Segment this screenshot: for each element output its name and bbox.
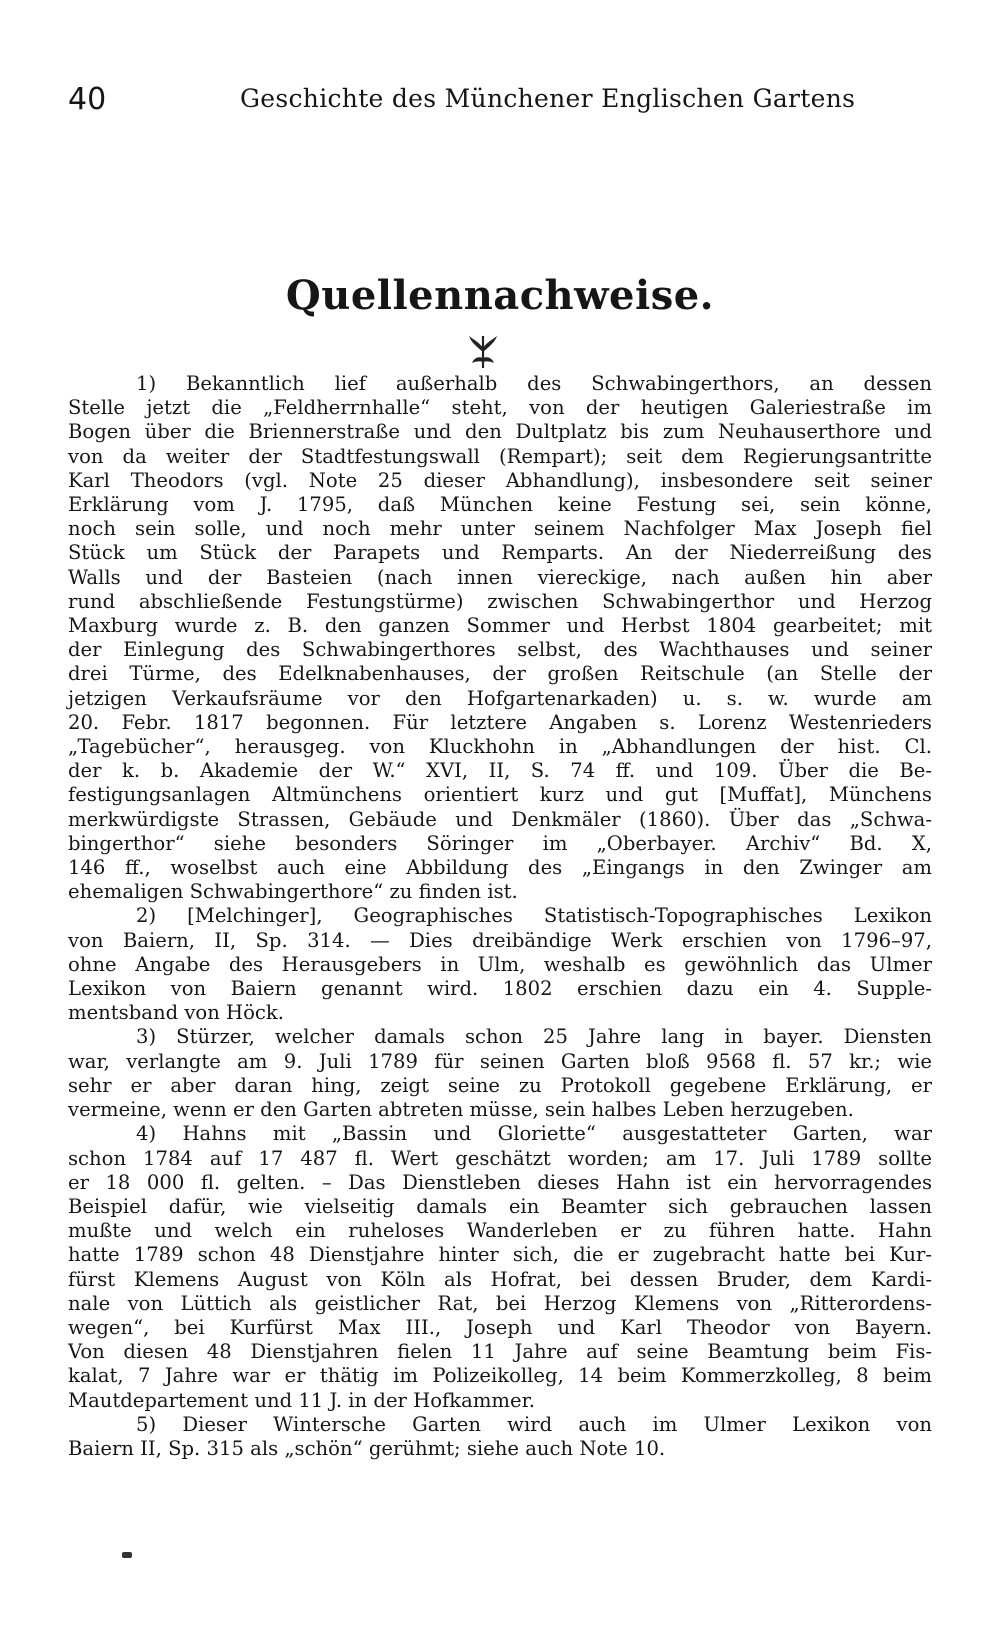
note-4-line: Mautdepartement und 11 J. in der Hofkammer. <box>68 1388 536 1412</box>
note-1-line: von da weiter der Stadtfestungswall (Rempart); seit dem Regierungsantritte <box>68 444 932 468</box>
note-2-line-1: 2) [Melchinger], Geographisches Statistisch-Topographisches Lexikon <box>136 904 932 928</box>
note-1-line: ehemaligen Schwabingerthore“ zu finden ist. <box>68 880 518 904</box>
note-1-line: bingerthor“ siehe besonders Söringer im „Oberbayer. Archiv“ Bd. X, <box>68 831 932 855</box>
note-5-line-1: 5) Dieser Wintersche Garten wird auch im Ulmer Lexikon von <box>136 1412 933 1436</box>
note-1-line: drei Türme, des Edelknabenhauses, der großen Reitschule (an Stelle der <box>68 662 932 686</box>
note-1-line-1: 1) Bekanntlich lief außerhalb des Schwabingerthors, an dessen <box>136 372 933 395</box>
fleuron-icon <box>466 332 500 372</box>
note-4-line: mußte und welch ein ruheloses Wanderleben er zu führen hatte. Hahn <box>68 1219 932 1243</box>
note-4-line: schon 1784 auf 17 487 fl. Wert geschätzt worden; am 17. Juli 1789 sollte <box>68 1146 932 1170</box>
note-3-line: war, verlangte am 9. Juli 1789 für seinen Garten bloß 9568 fl. 57 kr.; wie <box>68 1049 932 1073</box>
note-3-line-1: 3) Stürzer, welcher damals schon 25 Jahre lang in bayer. Diensten <box>136 1025 932 1049</box>
note-number: 5) <box>136 1412 157 1436</box>
note-1-line: rund abschließende Festungstürme) zwischen Schwabingerthor und Herzog <box>68 589 932 613</box>
note-1-line: jetzigen Verkaufsräume vor den Hofgartenarkaden) u. s. w. wurde am <box>68 686 932 710</box>
note-1-line: Bogen über die Briennerstraße und den Dultplatz bis zum Neuhauserthore und <box>68 420 932 444</box>
note-2-line: ohne Angabe des Herausgebers in Ulm, weshalb es gewöhnlich das Ulmer <box>68 952 932 976</box>
note-4-line: er 18 000 fl. gelten. – Das Dienstleben dieses Hahn ist ein hervorragendes <box>68 1170 932 1194</box>
note-number: 1) <box>136 372 157 395</box>
note-1-line: festigungsanlagen Altmünchens orientiert kurz und gut [Muffat], Münchens <box>68 783 932 807</box>
note-number: 3) <box>136 1025 157 1049</box>
note-4-line: Von diesen 48 Dienstjahren fielen 11 Jahre auf seine Beamtung beim Fis- <box>68 1340 932 1364</box>
note-1-line: Maxburg wurde z. B. den ganzen Sommer und Herbst 1804 gearbeitet; mit <box>68 614 932 638</box>
note-5-line: Baiern II, Sp. 315 als „schön“ gerühmt; siehe auch Note 10. <box>68 1436 666 1460</box>
note-1-line: Erklärung vom J. 1795, daß München keine Festung sei, sein könne, <box>68 493 932 517</box>
note-4-line: fürst Klemens August von Köln als Hofrat, bei dessen Bruder, dem Kardi- <box>68 1267 932 1291</box>
note-1-line: noch sein solle, und noch mehr unter seinem Nachfolger Max Joseph fiel <box>68 517 932 541</box>
note-4-line: kalat, 7 Jahre war er thätig im Polizeikolleg, 14 beim Kommerzkolleg, 8 beim <box>68 1364 932 1388</box>
note-2-line: Lexikon von Baiern genannt wird. 1802 erschien dazu ein 4. Supple- <box>68 977 932 1001</box>
note-1-line: Karl Theodors (vgl. Note 25 dieser Abhandlung), insbesondere seit seiner <box>68 468 932 492</box>
note-1-line: merkwürdigste Strassen, Gebäude und Denkmäler (1860). Über das „Schwa- <box>68 807 932 831</box>
note-1-line: Stück um Stück der Parapets und Remparts. An der Niederreißung des <box>68 541 932 565</box>
page-number: 40 <box>68 82 107 117</box>
note-number: 4) <box>136 1122 157 1146</box>
endnotes <box>68 372 932 1461</box>
note-1-line: 20. Febr. 1817 begonnen. Für letztere Angaben s. Lorenz Westenrieders <box>68 710 932 734</box>
note-3-line: sehr er aber daran hing, zeigt seine zu Protokoll gegebene Erklärung, er <box>68 1073 932 1097</box>
note-1-line: der k. b. Akademie der W.“ XVI, II, S. 74 ff. und 109. Über die Be- <box>68 759 932 783</box>
note-2-line: mentsband von Höck. <box>68 1001 285 1025</box>
note-4-line: Beispiel dafür, wie vielseitig damals ein Beamter sich gebrauchen lassen <box>68 1194 932 1218</box>
print-mark <box>122 1552 132 1558</box>
note-1-line: 146 ff., woselbst auch eine Abbildung des „Eingangs in den Zwinger am <box>68 856 932 880</box>
note-4-line: hatte 1789 schon 48 Dienstjahre hinter sich, die er zugebracht hatte bei Kur- <box>68 1243 932 1267</box>
note-1-line: der Einlegung des Schwabingerthores selbst, des Wachthauses und seiner <box>68 638 932 662</box>
note-4-line: nale von Lüttich als geistlicher Rat, bei Herzog Klemens von „Ritterordens- <box>68 1291 932 1315</box>
note-2-line: von Baiern, II, Sp. 314. — Dies dreibändige Werk erschien von 1796–97, <box>68 928 932 952</box>
page-title: Quellennachweise. <box>285 272 715 319</box>
note-1-line: Stelle jetzt die „Feldherrnhalle“ steht, von der heutigen Galeriestraße im <box>68 396 932 420</box>
note-4-line: wegen“, bei Kurfürst Max III., Joseph und Karl Theodor von Bayern. <box>68 1315 932 1339</box>
note-1-line: Walls und der Basteien (nach innen viereckige, nach außen hin aber <box>68 565 932 589</box>
note-3-line: vermeine, wenn er den Garten abtreten müsse, sein halbes Leben herzugeben. <box>68 1098 854 1122</box>
running-head: Geschichte des Münchener Englischen Gartens <box>240 84 856 113</box>
note-number: 2) <box>136 904 157 928</box>
note-4-line-1: 4) Hahns mit „Bassin und Gloriette“ ausgestatteter Garten, war <box>136 1122 932 1146</box>
note-1-line: „Tagebücher“, herausgeg. von Kluckhohn in „Abhandlungen der hist. Cl. <box>68 735 932 759</box>
